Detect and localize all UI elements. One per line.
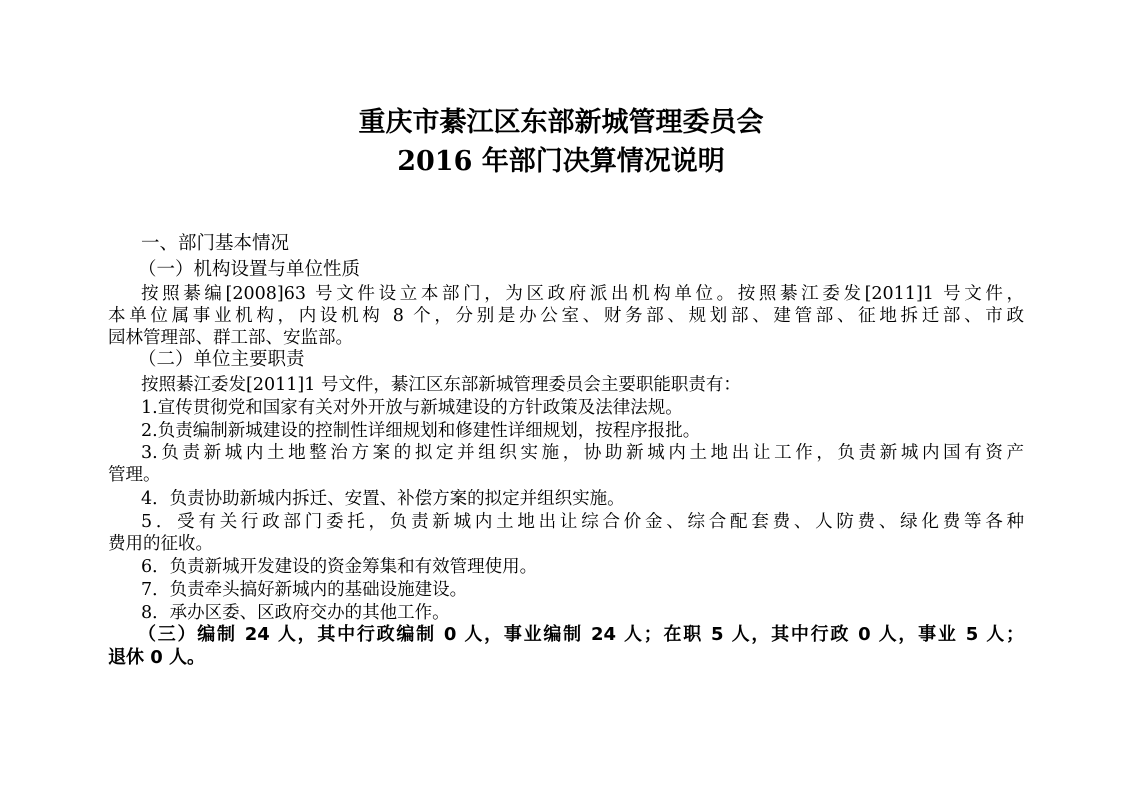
list-item: 2.负责编制新城建设的控制性详细规划和修建性详细规划，按程序报批。 xyxy=(141,421,701,441)
list-item: 7．负责牵头搞好新城内的基础设施建设。 xyxy=(141,580,468,600)
list-item: 1.宣传贯彻党和国家有关对外开放与新城建设的方针政策及法律法规。 xyxy=(141,398,683,418)
paragraph-line: 按照綦江委发[2011]1 号文件，綦江区东部新城管理委员会主要职能职责有： xyxy=(141,375,741,395)
section-heading: 一、部门基本情况 xyxy=(141,233,290,254)
staffing-summary-line-1: （三）编制 24 人，其中行政编制 0 人，事业编制 24 人；在职 5 人，其中行政 0 人，事业 5 人； xyxy=(138,624,1024,645)
subsection-heading-2: （二）单位主要职责 xyxy=(138,349,305,370)
list-item: 8．承办区委、区政府交办的其他工作。 xyxy=(141,603,450,623)
paragraph-line: 园林管理部、群工部、安监部。 xyxy=(108,328,353,348)
paragraph-line: 按照綦编[2008]63 号文件设立本部门，为区政府派出机构单位。按照綦江委发[2011]1 号文件， xyxy=(141,284,1024,304)
subsection-heading-1: （一）机构设置与单位性质 xyxy=(138,259,361,280)
list-item: 费用的征收。 xyxy=(108,534,213,554)
staffing-summary-line-2: 退休 0 人。 xyxy=(108,647,206,668)
list-item: 4．负责协助新城内拆迁、安置、补偿方案的拟定并组织实施。 xyxy=(141,489,625,509)
list-item: 5．受有关行政部门委托，负责新城内土地出让综合价金、综合配套费、人防费、绿化费等各种 xyxy=(141,512,1024,532)
paragraph-line: 本单位属事业机构，内设机构 8 个，分别是办公室、财务部、规划部、建管部、征地拆迁部、市政 xyxy=(108,306,1024,326)
list-item: 管理。 xyxy=(108,465,161,485)
list-item: 6．负责新城开发建设的资金筹集和有效管理使用。 xyxy=(141,557,538,577)
list-item: 3.负责新城内土地整治方案的拟定并组织实施，协助新城内土地出让工作，负责新城内国有资产 xyxy=(141,443,1024,463)
document-title-line-2: 2016 年部门决算情况说明 xyxy=(397,146,725,177)
document-title-line-1: 重庆市綦江区东部新城管理委员会 xyxy=(358,107,764,138)
